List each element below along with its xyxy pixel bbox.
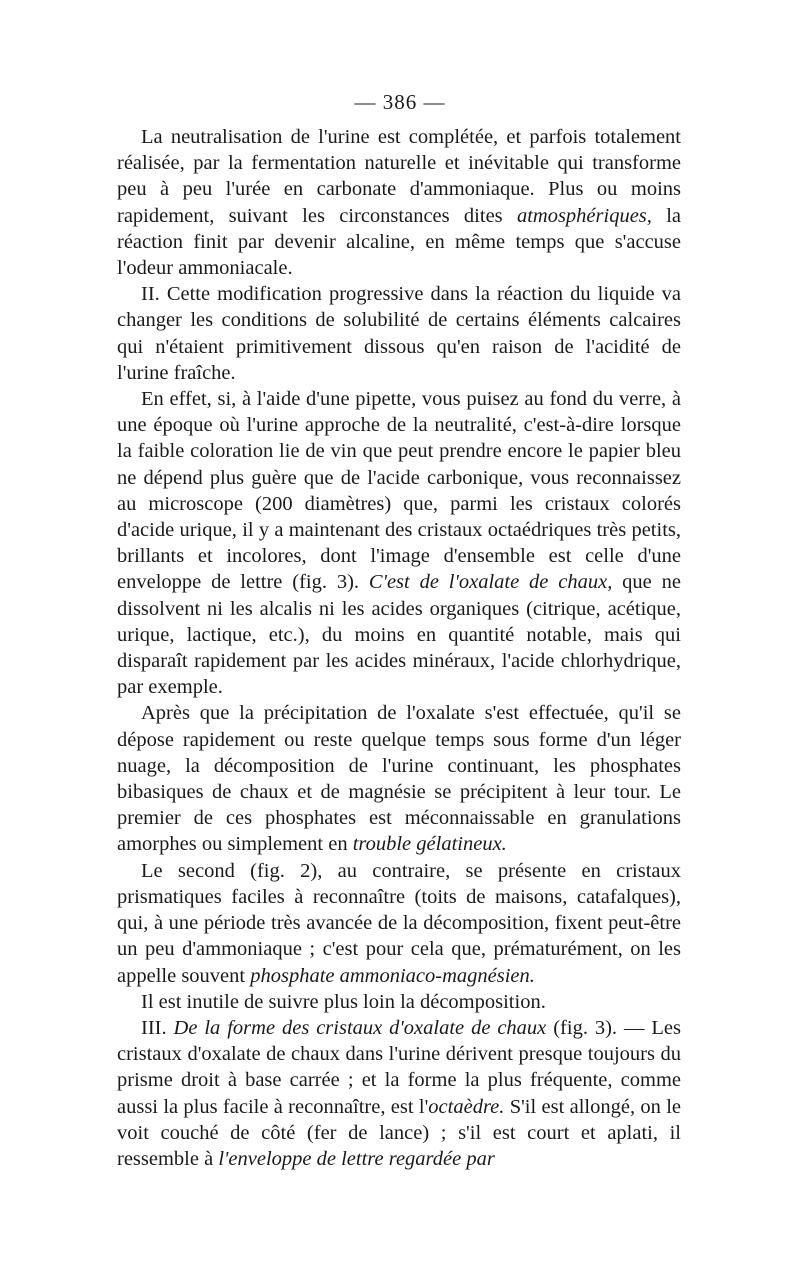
italic-text: trouble gélatineux. (352, 833, 507, 856)
italic-text: octaèdre. (428, 1095, 505, 1118)
paragraph (117, 989, 681, 1015)
italic-text: atmosphériques, (516, 204, 652, 227)
page-number: — 386 — (354, 90, 446, 114)
italic-text: phosphate ammoniaco-magnésien. (250, 964, 535, 987)
text-run: La neutralisation de l'urine est complétée, et parfois totalement réalisée, par la fermentation naturelle et inévitable qui transforme peu à peu l'urée en carbonate d'ammoniaque. Plus ou moins rapidement, suivant les circonstances dites (117, 126, 681, 227)
text-run: II. Cette modification progressive dans la réaction du liquide va changer les conditions de solubilité de certains éléments calcaires qui n'étaient primitivement dissous qu'en raison de l'acidité de l'urine fraîche. (117, 283, 681, 384)
text-run: III. (141, 1016, 174, 1039)
body-text (117, 124, 681, 1172)
paragraph (117, 700, 681, 857)
text-run: En effet, si, à l'aide d'une pipette, vous puisez au fond du verre, à une époque où l'urine approche de la neutralité, c'est-à-dire lorsque la faible coloration lie de vin que peut prendre encore le papier bleu ne dépend plus guère que de l'acide carbonique, vous reconnaissez au microscope (200 diamètres) que, parmi les cristaux colorés d'acide urique, il y a maintenant des cristaux octaédriques très petits, brillants et incolores, dont l'image d'ensemble est celle d'une enveloppe de lettre (fig. 3). (117, 388, 681, 594)
paragraph (117, 124, 681, 281)
text-run: S'il est allongé, on le voit couché de côté (fer de lance) ; s'il est court et aplati, il ressemble à (117, 1095, 681, 1170)
text-run: que ne dissolvent ni les alcalis ni les acides organiques (citrique, acétique, urique, lactique, etc.), du moins en quantité notable, mais qui disparaît rapidement par les acides minéraux, l'acide chlorhydrique, par exemple. (117, 571, 681, 699)
paragraph (117, 386, 681, 700)
text-run: Le second (fig. 2), au contraire, se présente en cristaux prismatiques faciles à reconnaître (toits de maisons, catafalques), qui, à une période très avancée de la décomposition, fixent peut-être un peu d'ammoniaque ; c'est pour cela que, prématurément, on les appelle souvent (117, 859, 681, 987)
paragraph (117, 858, 681, 989)
text-run: (fig. 3). — Les cristaux d'oxalate de chaux dans l'urine dérivent presque toujours du prisme droit à base carrée ; et la forme la plus fréquente, comme aussi la plus facile à reconnaître, est l' (117, 1016, 681, 1118)
italic-text: l'enveloppe de lettre regardée par (218, 1147, 495, 1170)
paragraph (117, 1015, 681, 1172)
paragraph (117, 281, 681, 386)
italic-text: De la forme des cristaux d'oxalate de chaux (173, 1016, 547, 1039)
italic-text: C'est de l'oxalate de chaux, (368, 571, 613, 594)
text-run: Il est inutile de suivre plus loin la décomposition. (141, 990, 546, 1013)
text-run: la réaction finit par devenir alcaline, en même temps que s'accuse l'odeur ammoniacale. (117, 204, 681, 280)
text-run: Après que la précipitation de l'oxalate s'est effectuée, qu'il se dépose rapidement ou reste quelque temps sous forme d'un léger nuage, la décomposition de l'urine continuant, les phosphates bibasiques de chaux et de magnésie se précipitent à leur tour. Le premier de ces phosphates est méconnaissable en granulations amorphes ou simplement en (117, 702, 681, 856)
